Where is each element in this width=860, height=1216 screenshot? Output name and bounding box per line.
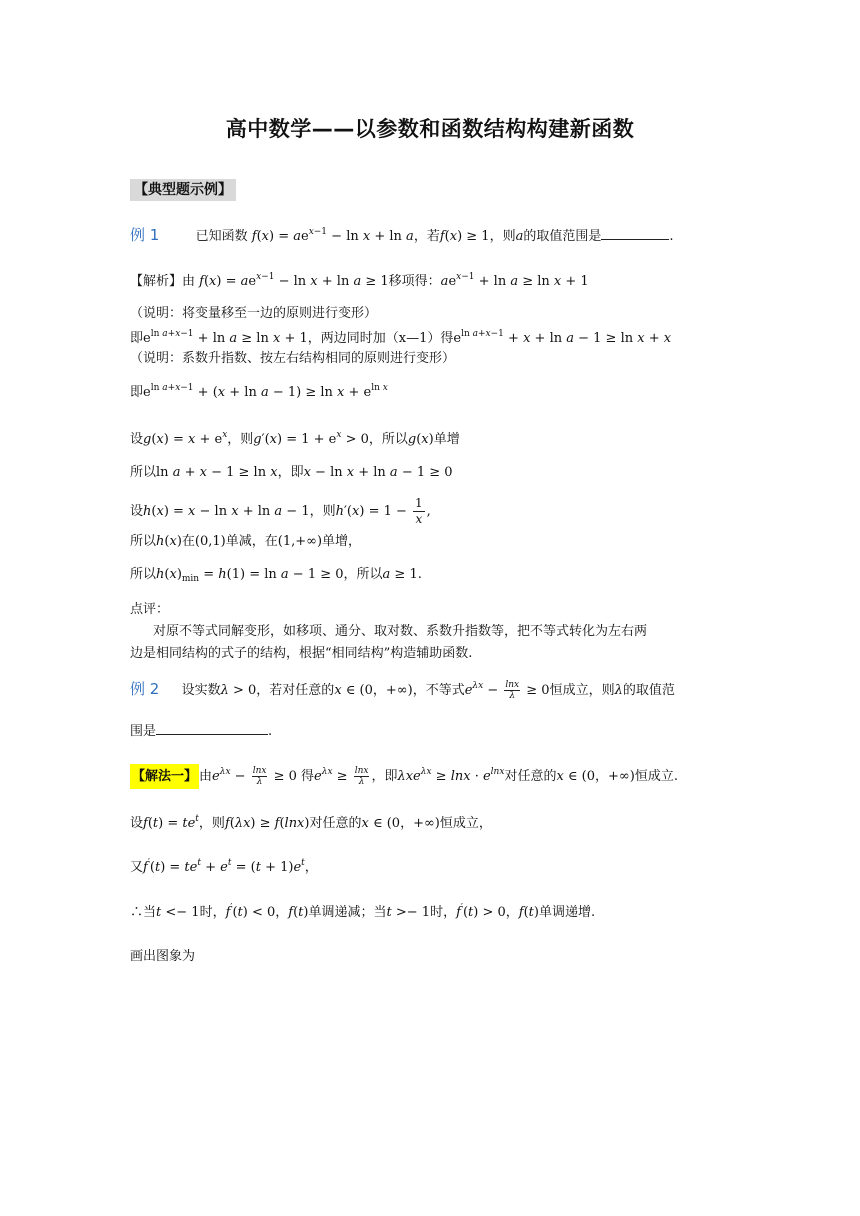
example-2-question: 例 2 设实数λ > 0，若对任意的x ∈ (0，+∞)，不等式$e^{\lambda x}$ − $\frac{\ln x}{\lambda}$ ≥ 0恒成立，则λ的取值范: [130, 680, 675, 701]
solution-2-label: 【解法一】: [130, 764, 199, 789]
fraction: $\frac{\ln x}{\lambda}$: [354, 766, 369, 787]
answer-blank: [156, 734, 268, 735]
example-1-label: 例 1: [130, 226, 160, 244]
solution-1-note-2: （说明：系数升指数、按左右结构相同的原则进行变形）: [130, 351, 456, 366]
solution-2-line-3: 又$f'(t) = te^t + e^t = (t + 1)e^t$，: [130, 858, 318, 875]
answer-blank: [601, 239, 669, 240]
solution-1-note-1: （说明：将变量移至一边的原则进行变形）: [130, 306, 378, 321]
solution-2-line-5: 画出图象为: [130, 949, 196, 964]
section-tag: 【典型题示例】: [130, 179, 236, 201]
solution-1-line-h: 设h(x) = x − ln x + ln a − 1，则h′(x) = 1 − $\frac{1}{x}$ ,: [130, 496, 431, 526]
solution-1-line-min: 所以$h(x)_{min} = h(1) = \ln a - 1 \ge 0$，所以a ≥ 1.: [130, 567, 422, 584]
example-2-question-cont: 围是 .: [130, 724, 273, 739]
solution-1-line-3: 即$e^{ln a+x-1} + (x + \ln a - 1) \ge \ln x + e^{ln x}$: [130, 383, 388, 400]
solution-1-line-g: 设$g(x) = x + e^x$，则$g'(x) = 1 + e^x > 0$，所以g(x)单增: [130, 430, 460, 447]
page-title: 高中数学——以参数和函数结构构建新函数: [225, 117, 635, 141]
solution-2-line-2: 设$f(t) = te^t$，则f(λx) ≥ f(lnx)对任意的x ∈ (0，+∞)恒成立，: [130, 814, 492, 831]
solution-1-line-mono: 所以h(x)在(0,1)单减，在(1,+∞)单增，: [130, 534, 362, 549]
comment-label: 点评：: [130, 602, 170, 617]
solution-2-line-4: ∴当t <− 1时，f′(t) < 0，f(t)单调递减；当t >− 1时，f′(t) > 0，f(t)单调递增.: [130, 903, 596, 920]
solution-1-line-1: 【解析】由 $f(x) = ae^{x-1} - \ln x + \ln a \ge 1$移项得：$ae^{x-1} + \ln a \ge \ln x + 1$: [130, 272, 589, 289]
comment-line-1: 对原不等式同解变形，如移项、通分、取对数、系数升指数等，把不等式转化为左右两: [153, 624, 648, 639]
example-1-question: 例 1 已知函数 $f(x) = ae^{x-1} - \ln x + \ln a$，若f(x) ≥ 1，则a的取值范围是 .: [130, 226, 674, 244]
fraction: $\frac{\ln x}{\lambda}$: [252, 766, 267, 787]
example-2-label: 例 2: [130, 680, 160, 698]
solution-1-line-so: 所以ln a + x − 1 ≥ ln x，即x − ln x + ln a − 1 ≥ 0: [130, 465, 453, 480]
fraction: $\frac{1}{x}$: [415, 496, 423, 526]
solution-2-line-1: 【解法一】 由$e^{\lambda x}$ − $\frac{\ln x}{\lambda}$ ≥ 0 得$e^{\lambda x}$ ≥ $\frac{\ln x}{\lambda}$ ，即$\lambda xe^{\lambda x} \ge \ln x \cdot e^{lnx}$对任意的x ∈ (0，+∞)恒成立.: [132, 766, 678, 787]
fraction: $\frac{\ln x}{\lambda}$: [505, 680, 520, 701]
solution-1-line-2: 即$e^{ln a+x-1} + \ln a \ge \ln x + 1$，两边同时加（x—1）得$e^{ln a+x-1} + x + \ln a - 1 \ge \ln x + x$: [130, 329, 672, 346]
comment-line-2: 边是相同结构的式子的结构，根据“相同结构”构造辅助函数.: [130, 646, 473, 661]
